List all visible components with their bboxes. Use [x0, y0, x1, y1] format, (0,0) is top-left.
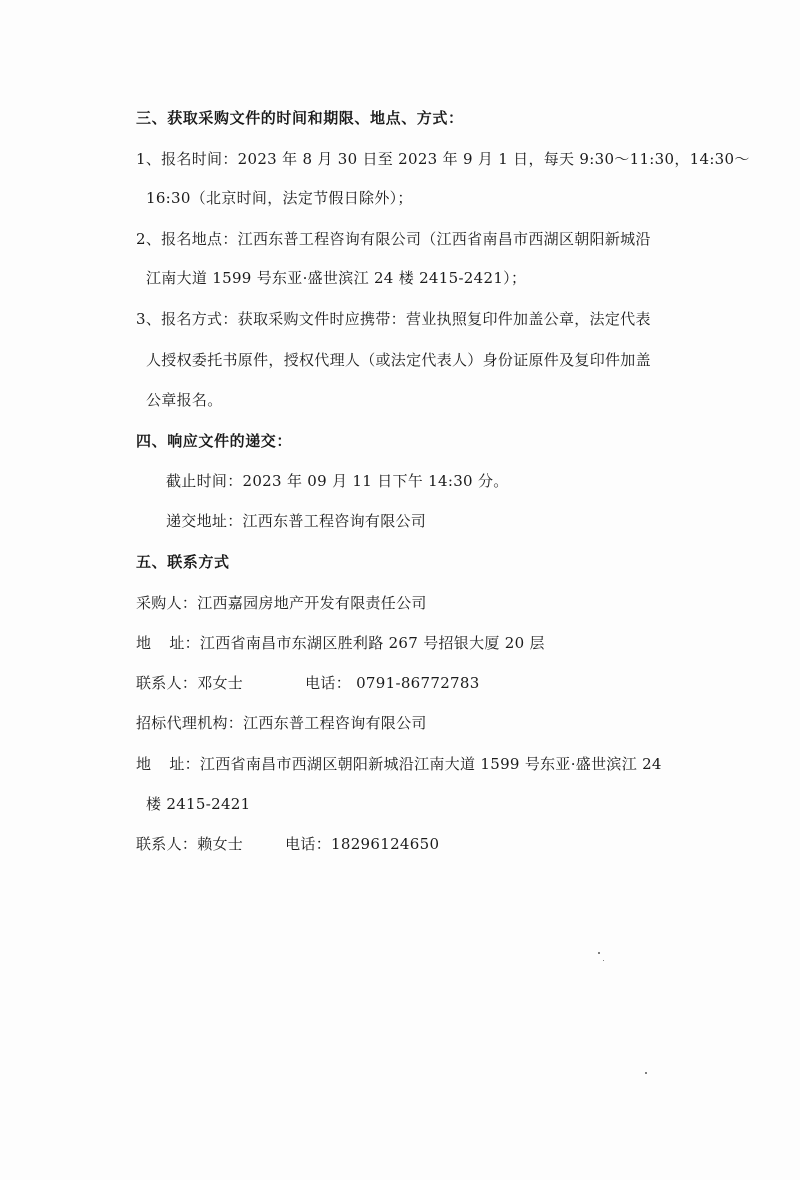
registration-method-line-1: 3、报名方式：获取采购文件时应携带：营业执照复印件加盖公章，法定代表	[136, 310, 651, 328]
registration-time-line-1: 1、报名时间：2023 年 8 月 30 日至 2023 年 9 月 1 日，每天 9:30～11:30，14:30～	[136, 150, 750, 168]
submission-deadline: 截止时间：2023 年 09 月 11 日下午 14:30 分。	[166, 472, 509, 490]
registration-time-line-2: 16:30（北京时间，法定节假日除外）；	[146, 189, 413, 207]
registration-location-line-1: 2、报名地点：江西东普工程咨询有限公司（江西省南昌市西湖区朝阳新城沿	[136, 230, 651, 248]
purchaser-contact-row	[136, 673, 480, 693]
purchaser-contact: 联系人：邓女士	[136, 674, 244, 692]
agency-address-label: 地	[136, 755, 152, 773]
agency-address-value-line-1: 江西省南昌市西湖区朝阳新城沿江南大道 1599 号东亚·盛世滨江 24	[199, 755, 662, 773]
agency-contact: 联系人：赖女士	[136, 835, 244, 853]
purchaser-address-row	[136, 633, 545, 653]
scan-speck	[645, 1072, 647, 1074]
agency-phone: 电话：18296124650	[285, 835, 440, 853]
agency-name: 招标代理机构：江西东普工程咨询有限公司	[136, 714, 427, 732]
purchaser-name: 采购人：江西嘉园房地产开发有限责任公司	[136, 594, 427, 612]
purchaser-address-value: 江西省南昌市东湖区胜利路 267 号招银大厦 20 层	[199, 634, 545, 652]
section-5-heading: 五、联系方式	[136, 553, 230, 571]
agency-address-row	[136, 754, 662, 774]
registration-method-line-2: 人授权委托书原件，授权代理人（或法定代表人）身份证原件及复印件加盖	[146, 351, 651, 369]
agency-address-label-suffix: 址：	[169, 755, 200, 773]
registration-location-line-2: 江南大道 1599 号东亚·盛世滨江 24 楼 2415-2421）；	[146, 269, 527, 287]
agency-contact-row	[136, 834, 439, 854]
purchaser-phone: 电话： 0791-86772783	[305, 674, 480, 692]
purchaser-address-label: 地	[136, 634, 152, 652]
registration-method-line-3: 公章报名。	[146, 391, 223, 409]
section-3-heading: 三、获取采购文件的时间和期限、地点、方式：	[136, 109, 464, 127]
scan-speck	[598, 952, 600, 954]
purchaser-address-label-suffix: 址：	[169, 634, 200, 652]
submission-address: 递交地址：江西东普工程咨询有限公司	[166, 512, 427, 530]
scan-speck	[603, 960, 604, 961]
section-4-heading: 四、响应文件的递交：	[136, 432, 293, 450]
agency-address-value-line-2: 楼 2415-2421	[146, 795, 251, 813]
